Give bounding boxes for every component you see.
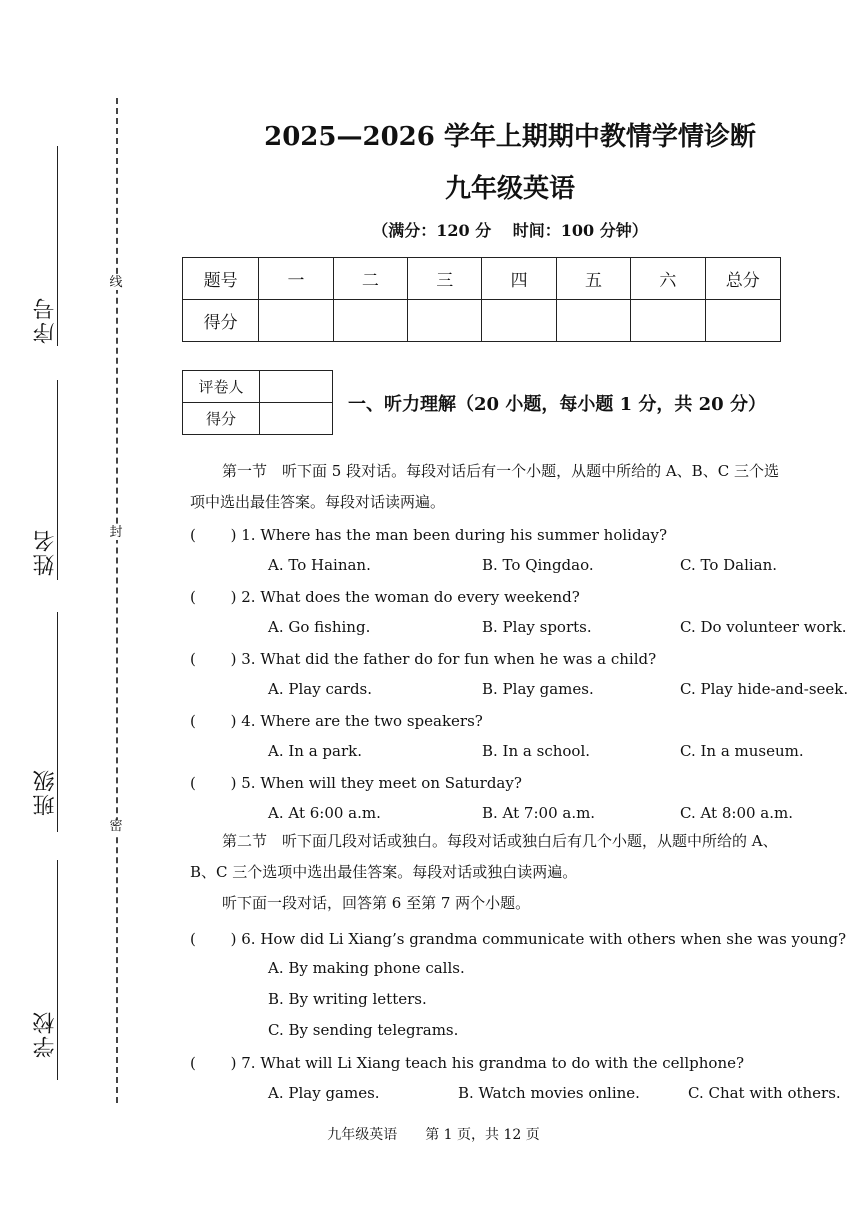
score-table-header-cell: 总分: [705, 258, 780, 300]
class-label: 班级: [33, 768, 58, 816]
serial-number-label: 序号: [33, 296, 58, 344]
score-cell[interactable]: [631, 300, 705, 342]
option-a[interactable]: A. By making phone calls.: [268, 959, 465, 977]
option-c[interactable]: C. By sending telegrams.: [268, 1021, 459, 1039]
exam-info: （满分：120 分 时间：100 分钟）: [372, 221, 648, 240]
score-cell[interactable]: [259, 300, 333, 342]
score-table-header-cell: 五: [556, 258, 630, 300]
exam-subtitle: 九年级英语: [444, 174, 575, 204]
score-cell[interactable]: [705, 300, 780, 342]
grader-cell[interactable]: [260, 371, 333, 403]
question-stem: ( ) 4. Where are the two speakers?: [190, 712, 483, 730]
score-cell[interactable]: [556, 300, 630, 342]
question-stem: ( ) 1. Where has the man been during his summer holiday?: [190, 526, 668, 544]
binding-dashed-line: [116, 98, 118, 1103]
binding-mark-line: 线: [106, 276, 126, 290]
option-a[interactable]: A. Play cards.: [268, 680, 373, 698]
option-b[interactable]: B. Watch movies online.: [458, 1084, 640, 1102]
option-a[interactable]: A. Play games.: [268, 1084, 380, 1102]
score-table-header-cell: 四: [482, 258, 556, 300]
option-a[interactable]: A. To Hainan.: [268, 556, 371, 574]
binding-mark-secret: 密: [106, 820, 126, 834]
option-c[interactable]: C. Play hide-and-seek.: [680, 680, 849, 698]
option-b[interactable]: B. Play sports.: [482, 618, 592, 636]
grader-score-cell[interactable]: [260, 403, 333, 435]
exam-title: 2025—2026 学年上期期中教情学情诊断: [264, 122, 756, 152]
question-stem: ( ) 2. What does the woman do every weekend?: [190, 588, 580, 606]
option-c[interactable]: C. Do volunteer work.: [680, 618, 847, 636]
score-table-header-cell: 二: [333, 258, 407, 300]
option-c[interactable]: C. Chat with others.: [688, 1084, 841, 1102]
score-table-header-cell: 一: [259, 258, 333, 300]
question-stem: ( ) 5. When will they meet on Saturday?: [190, 774, 522, 792]
score-table-score-label: 得分: [183, 300, 259, 342]
score-table-header-cell: 三: [408, 258, 482, 300]
option-b[interactable]: B. At 7:00 a.m.: [482, 804, 596, 822]
option-c[interactable]: C. To Dalian.: [680, 556, 778, 574]
part1-intro: 项中选出最佳答案。每段对话读两遍。: [190, 493, 446, 511]
name-label: 姓名: [33, 528, 58, 576]
score-table-score-row: [183, 300, 781, 342]
page-footer: 九年级英语 第 1 页，共 12 页: [327, 1127, 540, 1143]
part1-intro: 第一节 听下面 5 段对话。每段对话后有一个小题，从题中所给的 A、B、C 三个选: [222, 462, 779, 480]
question-stem: ( ) 6. How did Li Xiang’s grandma communicate with others when she was young?: [190, 930, 847, 948]
grader-score-label: 得分: [183, 403, 260, 435]
option-b[interactable]: B. Play games.: [482, 680, 594, 698]
question-stem: ( ) 7. What will Li Xiang teach his grandma to do with the cellphone?: [190, 1054, 745, 1072]
part2-intro: B、C 三个选项中选出最佳答案。每段对话或独白读两遍。: [190, 863, 578, 881]
option-c[interactable]: C. At 8:00 a.m.: [680, 804, 793, 822]
score-cell[interactable]: [408, 300, 482, 342]
section-title: 一、听力理解（20 小题，每小题 1 分，共 20 分）: [348, 394, 766, 415]
option-a[interactable]: A. Go fishing.: [268, 618, 371, 636]
option-b[interactable]: B. By writing letters.: [268, 990, 427, 1008]
school-label: 学校: [33, 1010, 58, 1058]
score-table-header-cell: 六: [631, 258, 705, 300]
part2-intro: 第二节 听下面几段对话或独白。每段对话或独白后有几个小题，从题中所给的 A、: [222, 832, 778, 850]
option-b[interactable]: B. To Qingdao.: [482, 556, 594, 574]
score-table: [182, 257, 781, 342]
dialogue-note: 听下面一段对话，回答第 6 至第 7 两个小题。: [222, 894, 531, 912]
option-b[interactable]: B. In a school.: [482, 742, 591, 760]
score-cell[interactable]: [482, 300, 556, 342]
option-a[interactable]: A. In a park.: [268, 742, 363, 760]
option-a[interactable]: A. At 6:00 a.m.: [268, 804, 381, 822]
score-table-header-row: [183, 258, 781, 300]
question-stem: ( ) 3. What did the father do for fun when he was a child?: [190, 650, 657, 668]
grader-label: 评卷人: [183, 371, 260, 403]
grader-table: [182, 370, 333, 435]
score-table-header-cell: 题号: [183, 258, 259, 300]
binding-mark-seal: 封: [106, 526, 126, 540]
score-cell[interactable]: [333, 300, 407, 342]
option-c[interactable]: C. In a museum.: [680, 742, 804, 760]
